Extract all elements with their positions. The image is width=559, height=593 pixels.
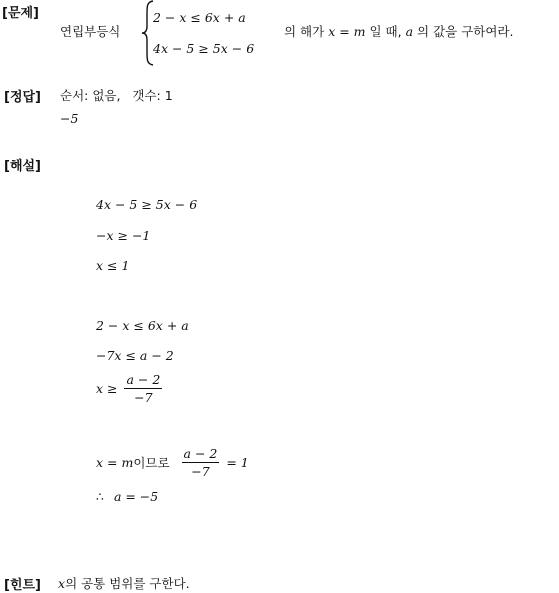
solution-line: 4x − 5 ≥ 5x − 6 [96,197,198,212]
therefore-symbol: ∴ [96,489,104,504]
solution-conclusion [96,489,158,504]
step3-lhs: x ≥ [96,381,118,396]
inequality-2: 4x − 5 ≥ 5x − 6 [153,41,255,56]
solution-substitution-step [96,446,249,479]
hint-label: [힌트] [4,578,41,593]
solution-line: −x ≥ −1 [96,228,151,243]
hint-variable: x [58,576,66,591]
problem-intro: 연립부등식 [60,24,121,39]
solution-label: [해설] [4,159,41,174]
stem-text-pre: 의 해가 [284,24,325,39]
step4-text: 이므로 [133,455,170,471]
inequality-1: 2 − x ≤ 6x + a [153,10,246,25]
stem-equation: x = m [328,24,366,39]
answer-label: [정답] [4,90,41,105]
hint-body: 의 공통 범위를 구한다. [65,576,190,591]
problem-label: [문제] [2,6,39,21]
solution-fraction-step [96,372,165,405]
stem-text-post: 의 값을 구하여라. [417,24,514,39]
stem-variable: a [405,24,414,39]
step3-denominator: −7 [134,390,153,405]
problem-stem [284,22,513,40]
step4-denominator: −7 [191,464,210,479]
answer-meta: 순서: 없음, 갯수: 1 [60,88,173,103]
final-equation: a = −5 [113,489,159,504]
step3-numerator: a − 2 [126,372,161,387]
step3-fraction [124,372,162,405]
answer-value: −5 [60,111,79,126]
solution-line: 2 − x ≤ 6x + a [96,318,189,333]
stem-text-mid: 일 때, [369,24,402,39]
hint-text [58,574,190,592]
step4-equation: x = m [96,455,134,470]
step4-fraction [182,446,220,479]
inequality-system [0,0,280,70]
step4-numerator: a − 2 [183,446,218,461]
solution-line: −7x ≤ a − 2 [96,348,174,363]
step4-rhs: = 1 [226,455,249,470]
solution-line: x ≤ 1 [96,258,130,273]
